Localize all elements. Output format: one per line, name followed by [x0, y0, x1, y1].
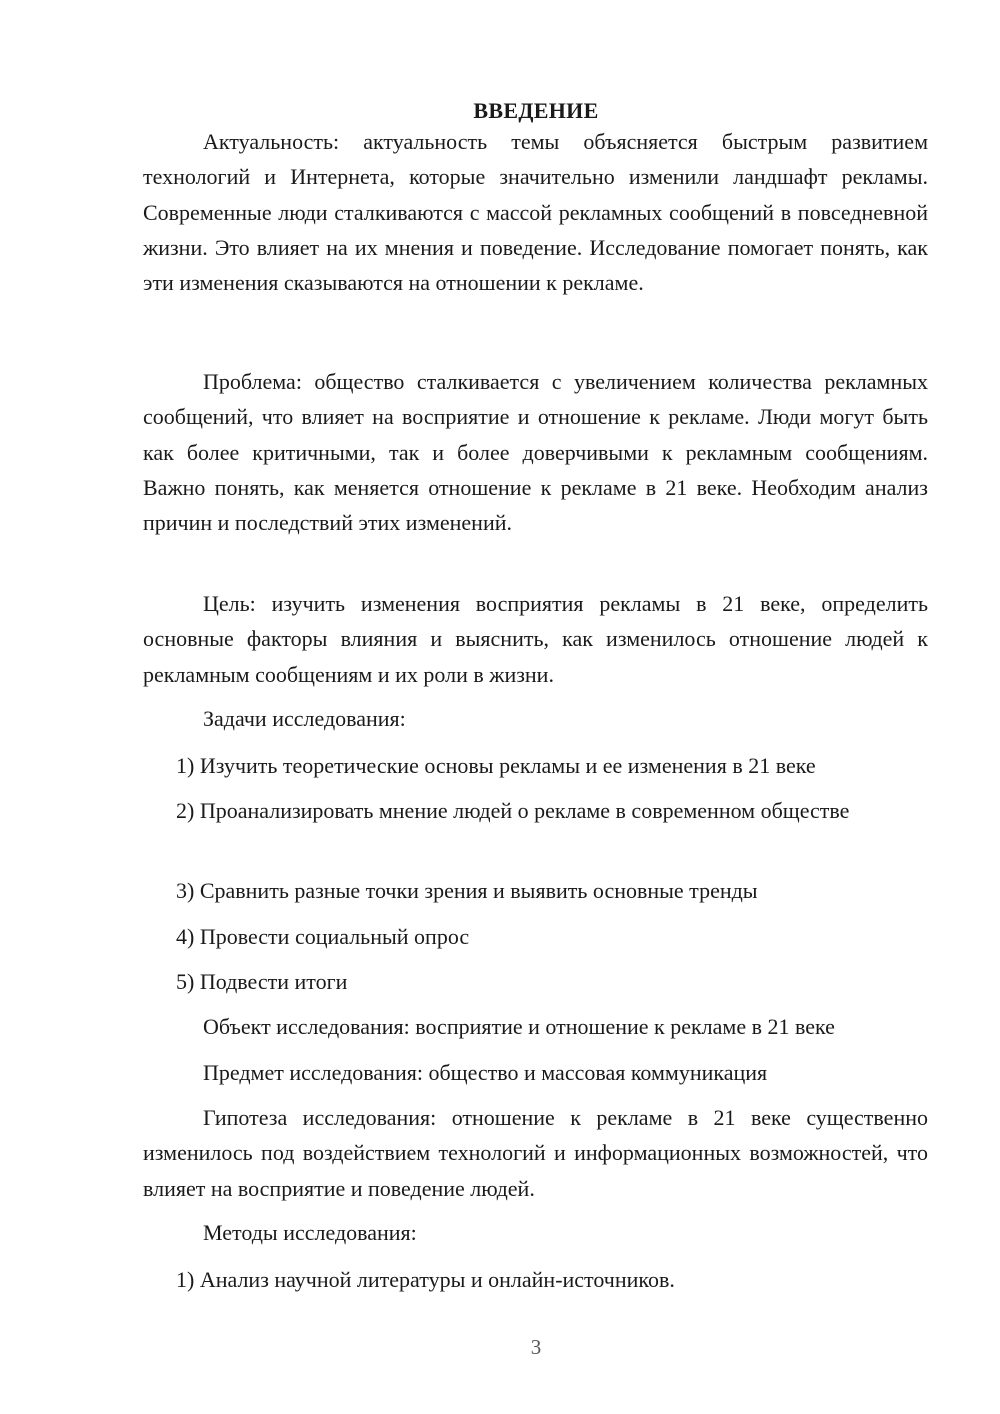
subject-paragraph: Предмет исследования: общество и массовая коммуникация [203, 1060, 768, 1085]
task-item-3: 3) Сравнить разные точки зрения и выявить основные тренды [176, 878, 758, 903]
relevance-paragraph: Актуальность: актуальность темы объясняется быстрым развитием технологий и Интернета, которые значительно изменили ландшафт рекламы. Современные люди сталкиваются с массой рекламных сообщений в повседневной жизни. Это влияет на их мнения и поведение. Исследование помогает понять, как эти изменения сказываются на отношении к рекламе. [143, 129, 928, 296]
task-item-2: 2) Проанализировать мнение людей о рекламе в современном обществе [176, 798, 850, 823]
task-item-5: 5) Подвести итоги [176, 969, 348, 994]
object-paragraph: Объект исследования: восприятие и отношение к рекламе в 21 веке [203, 1014, 835, 1039]
task-item-1: 1) Изучить теоретические основы рекламы и ее изменения в 21 веке [176, 753, 816, 778]
tasks-heading: Задачи исследования: [203, 706, 406, 731]
task-item-4: 4) Провести социальный опрос [176, 924, 470, 949]
section-heading: ВВЕДЕНИЕ [473, 98, 599, 123]
hypothesis-paragraph: Гипотеза исследования: отношение к рекламе в 21 веке существенно изменилось под воздействием технологий и информационных возможностей, что влияет на восприятие и поведение людей. [143, 1105, 928, 1201]
page-number: 3 [530, 1335, 542, 1359]
methods-heading: Методы исследования: [203, 1220, 417, 1245]
method-item-1: 1) Анализ научной литературы и онлайн-источников. [176, 1267, 675, 1292]
problem-paragraph: Проблема: общество сталкивается с увеличением количества рекламных сообщений, что влияет на восприятие и отношение к рекламе. Люди могут быть как более критичными, так и более доверчивыми к рекламным сообщениям. Важно понять, как меняется отношение к рекламе в 21 веке. Необходим анализ причин и последствий этих изменений. [143, 369, 928, 536]
goal-paragraph: Цель: изучить изменения восприятия рекламы в 21 веке, определить основные факторы влияния и выяснить, как изменилось отношение людей к рекламным сообщениям и их роли в жизни. [143, 591, 928, 687]
